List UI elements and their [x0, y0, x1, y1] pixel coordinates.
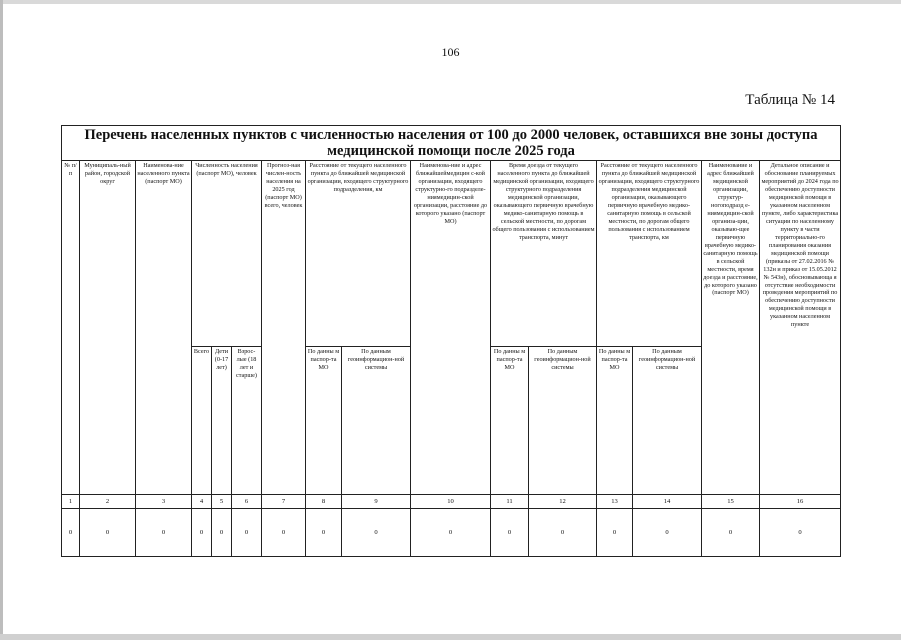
data-cell: 0	[192, 509, 212, 557]
header-nearest-org-primary: Наименование и адрес ближайшей медицинской организации, структур-ногоподразд е-ниямедицин-ской организа-ции, оказываю-щее первичную врачебную медико-санитарную помощь в сельской местности, время доезда и расстояние, до которого указано (паспорт МО)	[702, 161, 760, 495]
table-title: Перечень населенных пунктов с численностью населения от 100 до 2000 человек, оставшихся вне зоны доступа медицинской помощи после 2025 года	[62, 126, 841, 161]
column-number: 10	[411, 495, 491, 509]
data-cell: 0	[411, 509, 491, 557]
header-gis-distance: По данным геоинформацион-ной системы	[342, 347, 411, 495]
header-gis-time: По данным геоинформацион-ной системы	[529, 347, 597, 495]
data-cell: 0	[633, 509, 702, 557]
data-cell: 0	[342, 509, 411, 557]
header-row-upper	[62, 161, 841, 347]
column-number: 9	[342, 495, 411, 509]
column-number: 2	[80, 495, 136, 509]
header-passport-roads: По данны м паспор-та МО	[597, 347, 633, 495]
data-cell: 0	[760, 509, 841, 557]
column-number: 15	[702, 495, 760, 509]
column-number: 16	[760, 495, 841, 509]
column-number: 5	[212, 495, 232, 509]
header-total: Всего	[192, 347, 212, 495]
data-cell: 0	[80, 509, 136, 557]
column-number: 8	[306, 495, 342, 509]
title-row	[62, 126, 841, 161]
scan-edge-left	[0, 0, 3, 640]
column-number: 7	[262, 495, 306, 509]
header-forecast: Прогноз-ная числен-ность населения на 2025 год (паспорт МО) всего, человек	[262, 161, 306, 495]
scan-edge-top	[0, 0, 901, 4]
header-no: № п/ п	[62, 161, 80, 495]
header-description: Детальное описание и обоснование планируемых мероприятий до 2024 года по обеспечению доступности медицинской помощи в указанном населенном пункте, либо характеристика ситуации по населенному пункту в части территориально-го планирования оказания медицинской помощи (приказы от 27.02.2016 № 132н и приказ от 15.05.2012 № 543н), обосновывающа я отсутствие необходимости проведения мероприятий по обеспечению доступности медицинской помощи в указанном населенном пункте	[760, 161, 841, 495]
data-cell: 0	[232, 509, 262, 557]
column-number: 11	[491, 495, 529, 509]
data-cell: 0	[529, 509, 597, 557]
data-cell: 0	[136, 509, 192, 557]
header-district: Муниципаль-ный район, городской округ	[80, 161, 136, 495]
header-nearest-org: Наименова-ние и адрес ближайшеймедицин с-кой организации, входящего структурно-го подразделе-ниямедицин-ской организации, расстояние до которого указано (паспорт МО)	[411, 161, 491, 495]
data-cell: 0	[491, 509, 529, 557]
header-gis-roads: По данным геоинформацион-ной системы	[633, 347, 702, 495]
column-number: 4	[192, 495, 212, 509]
column-number: 6	[232, 495, 262, 509]
data-cell: 0	[212, 509, 232, 557]
column-number: 1	[62, 495, 80, 509]
page-number: 106	[441, 45, 460, 59]
data-cell: 0	[597, 509, 633, 557]
header-adults: Взрос-лые (18 лет и старше)	[232, 347, 262, 495]
header-settlement: Наименова-ние населенного пункта (паспорт МО)	[136, 161, 192, 495]
data-cell: 0	[262, 509, 306, 557]
scan-edge-bottom	[0, 634, 901, 640]
table-label: Таблица № 14	[745, 92, 835, 108]
data-cell: 0	[306, 509, 342, 557]
header-passport-time: По данны м паспор-та МО	[491, 347, 529, 495]
table-row	[62, 509, 841, 557]
column-number: 12	[529, 495, 597, 509]
column-number: 13	[597, 495, 633, 509]
header-distance-roads: Расстояние от текущего населенного пункта до ближайшей медицинской организации, входящего структурного подразделения медицинской организации, оказывающего первичную врачебную медико-санитарную помощь в сельской местности, по дорогам общего пользования с использованием транспорта, км	[597, 161, 702, 347]
header-population: Численность населения (паспорт МО), человек	[192, 161, 262, 347]
settlements-table	[61, 125, 841, 557]
data-cell: 0	[62, 509, 80, 557]
header-children: Дети (0-17 лет)	[212, 347, 232, 495]
column-number-row	[62, 495, 841, 509]
data-cell: 0	[702, 509, 760, 557]
header-distance-nearest: Расстояние от текущего населенного пункта до ближайшей медицинской организации, входящего структурного подразделения, км	[306, 161, 411, 347]
column-number: 3	[136, 495, 192, 509]
header-passport-distance: По данны м паспор-та МО	[306, 347, 342, 495]
column-number: 14	[633, 495, 702, 509]
header-travel-time: Время доезда от текущего населенного пункта до ближайшей медицинской организации, входящего структурного подразделения медицинской организации, оказывающего первичную врачебную медико-санитарную помощь в сельской местности, по дорогам общего пользования с использованием транспорта, минут	[491, 161, 597, 347]
